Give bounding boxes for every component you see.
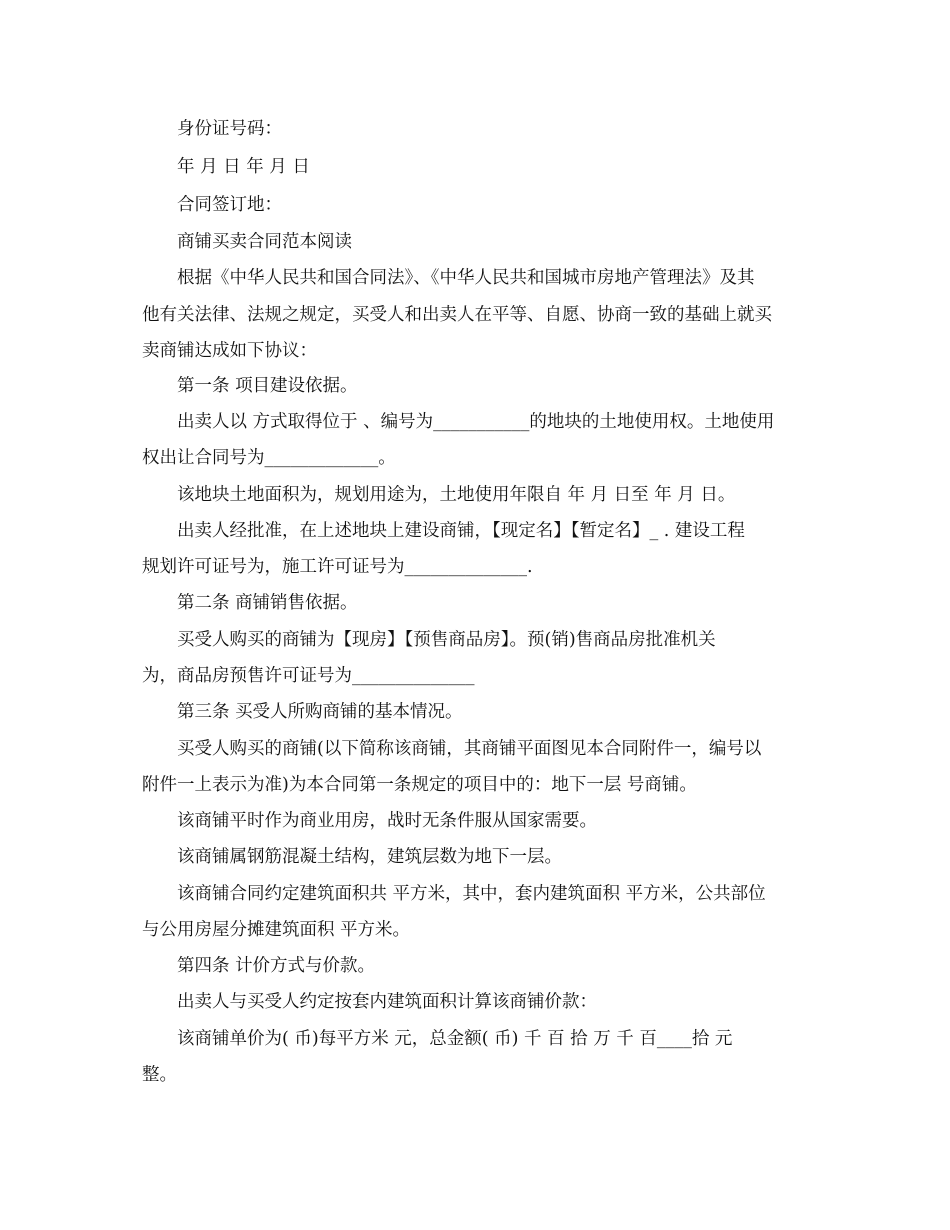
paragraph-line: 该商铺单价为( 币)每平方米 元，总金额( 币) 千 百 拾 万 千 百____拾 元 xyxy=(177,1029,733,1049)
paragraph-line: 出卖人以 方式取得位于 、编号为___________的地块的土地使用权。土地使用 xyxy=(177,412,775,432)
id-number-label: 身份证号码： xyxy=(177,119,282,139)
paragraph-line: 出卖人经批准，在上述地块上建设商铺，【现定名】【暂定名】_ . 建设工程 xyxy=(177,521,745,541)
document-title: 商铺买卖合同范本阅读 xyxy=(177,232,352,252)
paragraph-line: 买受人购买的商铺为【现房】【预售商品房】。预(销)售商品房批准机关 xyxy=(177,630,716,650)
paragraph-line: 与公用房屋分摊建筑面积 平方米。 xyxy=(142,920,411,940)
paragraph-line: 整。 xyxy=(142,1065,177,1085)
paragraph-line: 该商铺平时作为商业用房，战时无条件服从国家需要。 xyxy=(177,811,597,831)
paragraph-line: 出卖人与买受人约定按套内建筑面积计算该商铺价款： xyxy=(177,992,597,1012)
paragraph-line: 卖商铺达成如下协议： xyxy=(142,341,317,361)
article-heading: 第二条 商铺销售依据。 xyxy=(177,593,358,613)
article-heading: 第三条 买受人所购商铺的基本情况。 xyxy=(177,702,463,722)
date-line: 年 月 日 年 月 日 xyxy=(177,157,310,177)
paragraph-line: 根据《中华人民共和国合同法》、《中华人民共和国城市房地产管理法》及其 xyxy=(177,268,755,288)
paragraph-line: 为，商品房预售许可证号为______________ xyxy=(142,666,475,686)
paragraph-line: 该地块土地面积为，规划用途为，土地使用年限自 年 月 日至 年 月 日。 xyxy=(177,485,736,505)
article-heading: 第四条 计价方式与价款。 xyxy=(177,956,376,976)
paragraph-line: 权出让合同号为_____________。 xyxy=(142,448,396,468)
paragraph-line: 买受人购买的商铺(以下简称该商铺，其商铺平面图见本合同附件一，编号以 xyxy=(177,739,762,759)
signing-place-label: 合同签订地： xyxy=(177,195,282,215)
paragraph-line: 该商铺属钢筋混凝土结构，建筑层数为地下一层。 xyxy=(177,847,562,867)
paragraph-line: 该商铺合同约定建筑面积共 平方米，其中，套内建筑面积 平方米，公共部位 xyxy=(177,884,766,904)
paragraph-line: 规划许可证号为，施工许可证号为______________. xyxy=(142,557,533,577)
article-heading: 第一条 项目建设依据。 xyxy=(177,376,358,396)
paragraph-line: 他有关法律、法规之规定，买受人和出卖人在平等、自愿、协商一致的基础上就买 xyxy=(142,305,772,325)
paragraph-line: 附件一上表示为准)为本合同第一条规定的项目中的：地下一层 号商铺。 xyxy=(142,775,697,795)
